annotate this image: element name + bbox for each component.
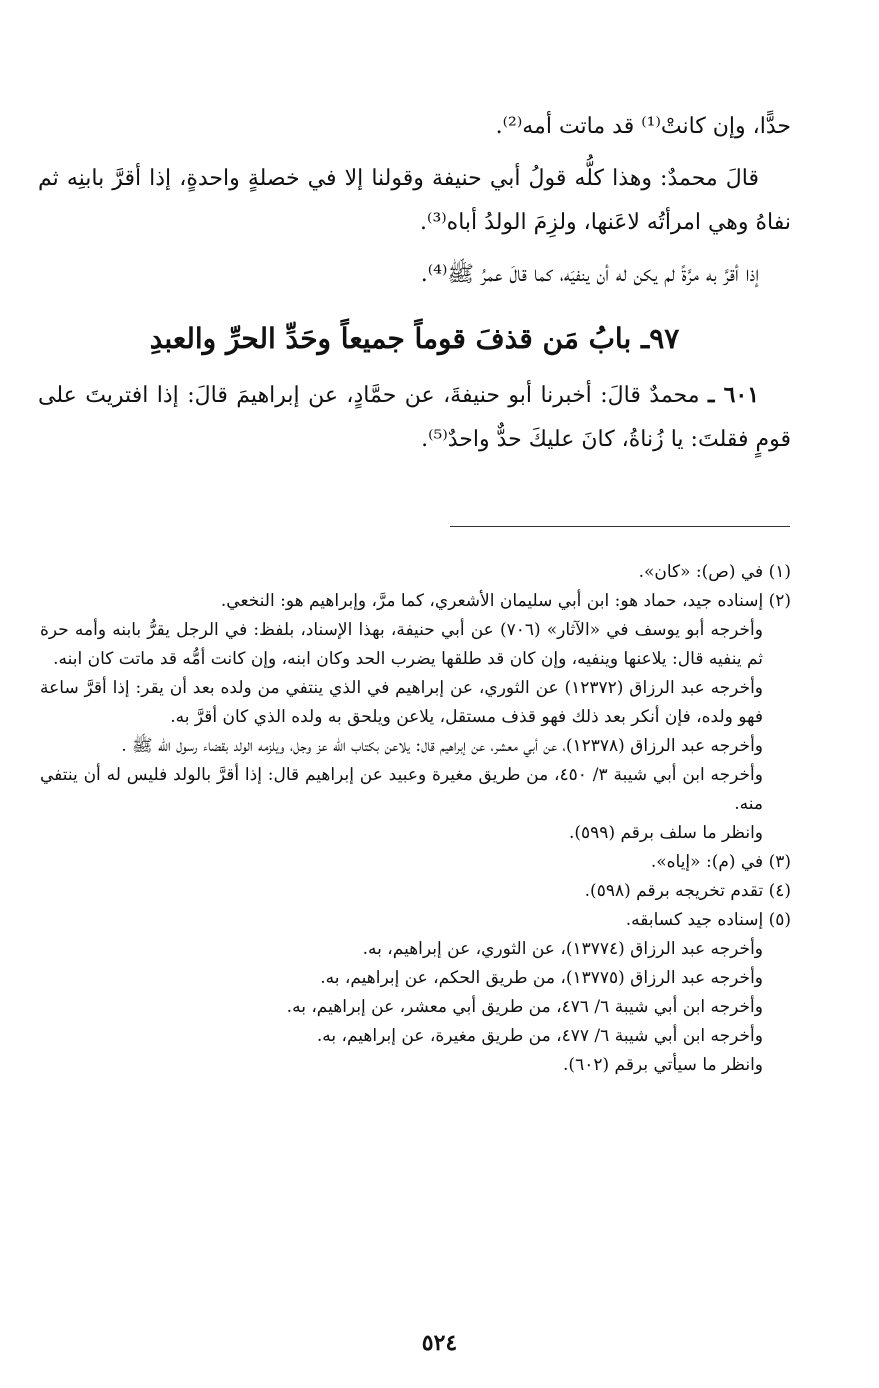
footnote-2-line: وأخرجه أبو يوسف في «الآثار» (٧٠٦) عن أبي حنيفة، بهذا الإسناد، بلفظ: في الرجل يقرُّ بابنه وأمه حرة ثم ينفيه قال: يلاعنها وينفيه، وإن كان قد طلقها يضرب الحد وكان ابنه، وإن كانت أمُّه قد ماتت كان ابنه. — [40, 620, 763, 669]
footnote-2-line: وأخرجه ابن أبي شيبة ٣/ ٤٥٠، من طريق مغيرة وعبيد عن إبراهيم قال: إذا أقرَّ بالولد فليس له أن ينتفي منه. — [40, 765, 763, 814]
entry-text: محمدٌ قالَ: أخبرنا أبو حنيفةَ، عن حمَّادٍ، عن إبراهيمَ قالَ: إذا افتريتَ على قومٍ فقلتَ: يا زُناةُ، كانَ عليكَ حدٌّ واحدٌ⁽⁵⁾. — [38, 383, 791, 452]
footnote-5-line: وأخرجه عبد الرزاق (١٣٧٧٤)، عن الثوري، عن إبراهيم، به. — [362, 939, 763, 959]
page-number: ٥٢٤ — [421, 1330, 458, 1356]
footnote-2-line: وانظر ما سلف برقم (٥٩٩). — [569, 823, 763, 843]
footnote-5-line: وأخرجه ابن أبي شيبة ٦/ ٤٧٦، من طريق أبي معشر، عن إبراهيم، به. — [286, 997, 763, 1017]
chapter-heading: ٩٧ـ بابُ مَن قذفَ قوماً جميعاً وحَدِّ الحرِّ والعبدِ — [149, 322, 680, 355]
hadith-entry — [38, 373, 791, 462]
footnote-1: (١) في (ص): «كان». — [638, 562, 791, 582]
footnote-5: (٥) إسناده جيد كسابقه. — [625, 910, 791, 930]
footnote-separator — [450, 526, 790, 527]
footnote-4: (٤) تقدم تخريجه برقم (٥٩٨). — [584, 881, 791, 901]
footnote-2-line: وأخرجه عبد الرزاق (١٢٣٧٢) عن الثوري، عن إبراهيم في الذي ينتفي من ولده بعد أن يقر: إذا أقرَّ ساعة فهو ولده، فإن أنكر بعد ذلك فهو قذف مستقل، يلاعن ويلحق به ولده الذي كان أقرَّ به. — [40, 678, 764, 727]
footnote-3: (٣) في (م): «إياه». — [650, 852, 791, 872]
footnote-5-line: وانظر ما سيأتي برقم (٦٠٢). — [563, 1055, 763, 1075]
main-text — [38, 105, 791, 462]
entry-number: ٦٠١ ـ — [708, 382, 760, 408]
footnote-2-line: وأخرجه عبد الرزاق (١٢٣٧٨)، عن أبي معشر، عن إبراهيم قال: يلاعن بكتاب الله عز وجل، ويلزمه الولد بقضاء رسول الله ﷺ . — [121, 736, 763, 756]
footnotes — [40, 558, 791, 1080]
footnote-5-line: وأخرجه عبد الرزاق (١٣٧٧٥)، من طريق الحكم، عن إبراهيم، به. — [320, 968, 763, 988]
footnote-2: (٢) إسناده جيد، حماد هو: ابن أبي سليمان الأشعري، كما مرَّ، وإبراهيم هو: النخعي. — [220, 591, 791, 611]
paragraph-muhammad-statement: قالَ محمدٌ: وهذا كلُّه قولُ أبي حنيفة وقولنا إلا في خصلةٍ واحدةٍ، إذا أقرَّ بابنِه ثم نفاهُ وهي امرأتُه لاعَنها، ولزِمَ الولدُ أباه⁽³⁾. — [38, 166, 791, 235]
paragraph-umar-saying: إذا أقرَّ به مرَّةً لم يكن له أن ينفيَه، كما قالَ عمرُ ﷺ⁽⁴⁾. — [420, 262, 759, 287]
footnote-5-line: وأخرجه ابن أبي شيبة ٦/ ٤٧٧، من طريق مغيرة، عن إبراهيم، به. — [316, 1026, 763, 1046]
paragraph-continuation: حدًّا، وإن كانتْ⁽¹⁾ قد ماتت أمه⁽²⁾. — [495, 114, 791, 139]
